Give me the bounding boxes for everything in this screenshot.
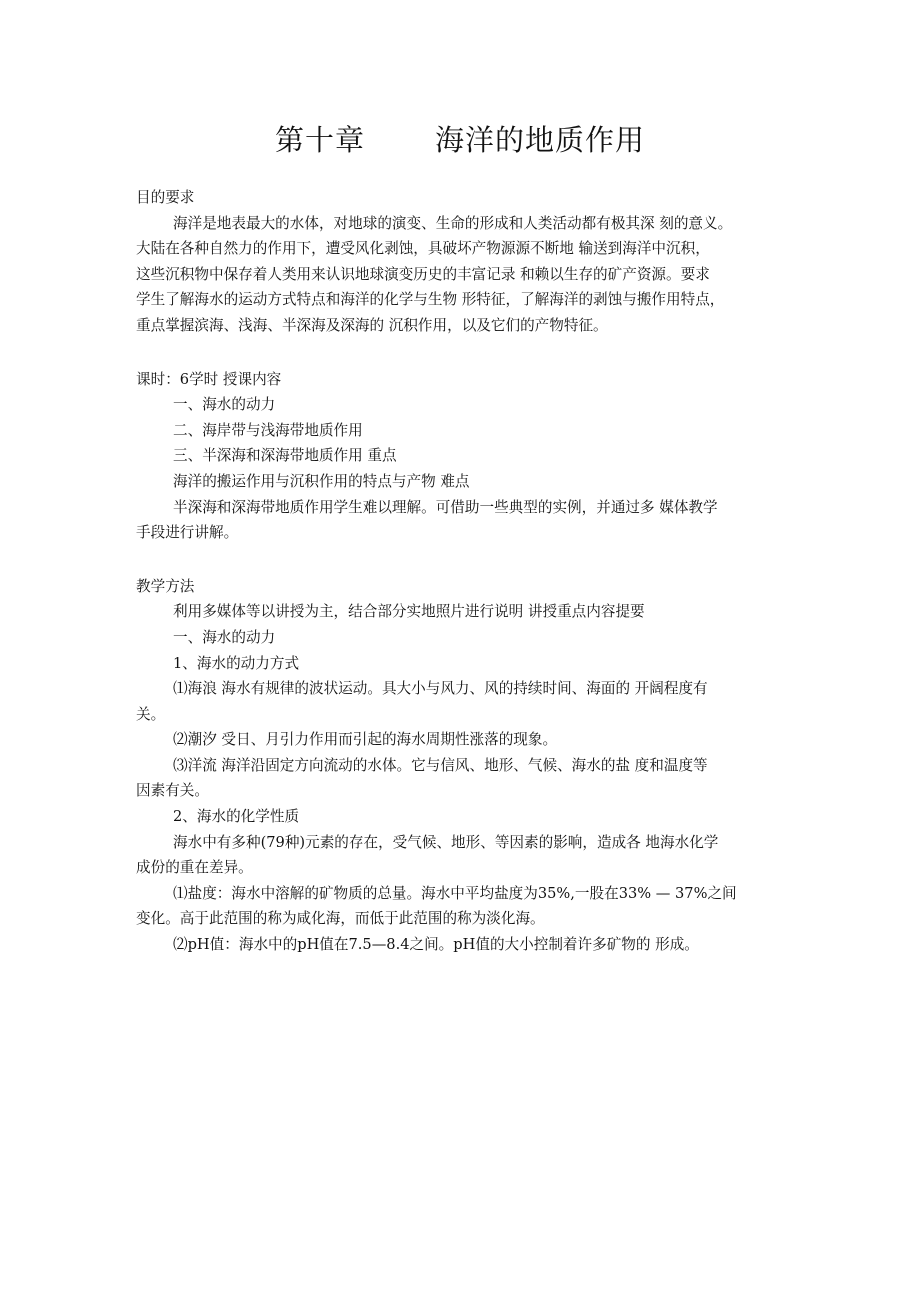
paragraph-line: 学生了解海水的运动方式特点和海洋的化学与生物 形特征，了解海洋的剥蚀与搬作用特点，	[136, 291, 725, 309]
paragraph-line: 变化。高于此范围的称为咸化海，而低于此范围的称为淡化海。	[136, 910, 545, 928]
content-item: 二、海岸带与浅海带地质作用	[173, 421, 363, 439]
subsection-heading: 2、海水的化学性质	[173, 808, 300, 826]
hours-line: 课时：6学时 授课内容	[136, 370, 282, 388]
section-heading: 一、海水的动力	[173, 628, 276, 646]
paragraph-line: 利用多媒体等以讲授为主，结合部分实地照片进行说明 讲授重点内容提要	[173, 603, 645, 621]
objectives-heading: 目的要求	[136, 189, 195, 206]
paragraph-line: 大陆在各种自然力的作用下，遭受风化剥蚀，具破坏产物源源不断地 输送到海洋中沉积，	[136, 240, 710, 258]
subsection-heading: 1、海水的动力方式	[173, 654, 300, 672]
chapter-title	[0, 118, 920, 159]
chapter-name: 海洋的地质作用	[435, 123, 646, 157]
paragraph-line: ⑵pH值：海水中的pH值在7.5—8.4之间。pH值的大小控制着许多矿物的 形成。	[173, 936, 699, 954]
content-item: 一、海水的动力	[173, 396, 276, 414]
paragraph-line: ⑴盐度：海水中溶解的矿物质的总量。海水中平均盐度为35%,一股在33% — 37%之间	[173, 884, 737, 902]
content-item: 三、半深海和深海带地质作用 重点	[173, 447, 397, 465]
paragraph-line: 半深海和深海带地质作用学生难以理解。可借助一些典型的实例，并通过多 媒体教学	[173, 498, 718, 516]
paragraph-line: 因素有关。	[136, 782, 209, 800]
content-item: 海洋的搬运作用与沉积作用的特点与产物 难点	[173, 472, 470, 490]
paragraph-line: 重点掌握滨海、浅海、半深海及深海的 沉积作用，以及它们的产物特征。	[136, 316, 608, 334]
document-body	[136, 185, 796, 958]
paragraph-line: ⑶洋流 海洋沿固定方向流动的水体。它与信风、地形、气候、海水的盐 度和温度等	[173, 756, 708, 774]
method-heading: 教学方法	[136, 577, 195, 595]
paragraph-line: 手段进行讲解。	[136, 524, 239, 542]
paragraph-line: 海洋是地表最大的水体，对地球的演变、生命的形成和人类活动都有极其深 刻的意义。	[173, 214, 733, 232]
paragraph-line: ⑴海浪 海水有规律的波状运动。具大小与风力、风的持续时间、海面的 开阔程度有	[173, 680, 708, 698]
paragraph-line: ⑵潮汐 受日、月引力作用而引起的海水周期性涨落的现象。	[173, 731, 558, 749]
paragraph-line: 成份的重在差异。	[136, 859, 253, 877]
paragraph-line: 关。	[136, 705, 166, 723]
paragraph-line: 这些沉积物中保存着人类用来认识地球演变历史的丰富记录 和赖以生存的矿产资源。要求	[136, 265, 710, 283]
paragraph-line: 海水中有多种(79种)元素的存在，受气候、地形、等因素的影响，造成各 地海水化学	[173, 833, 719, 851]
chapter-number: 第十章	[274, 123, 365, 157]
